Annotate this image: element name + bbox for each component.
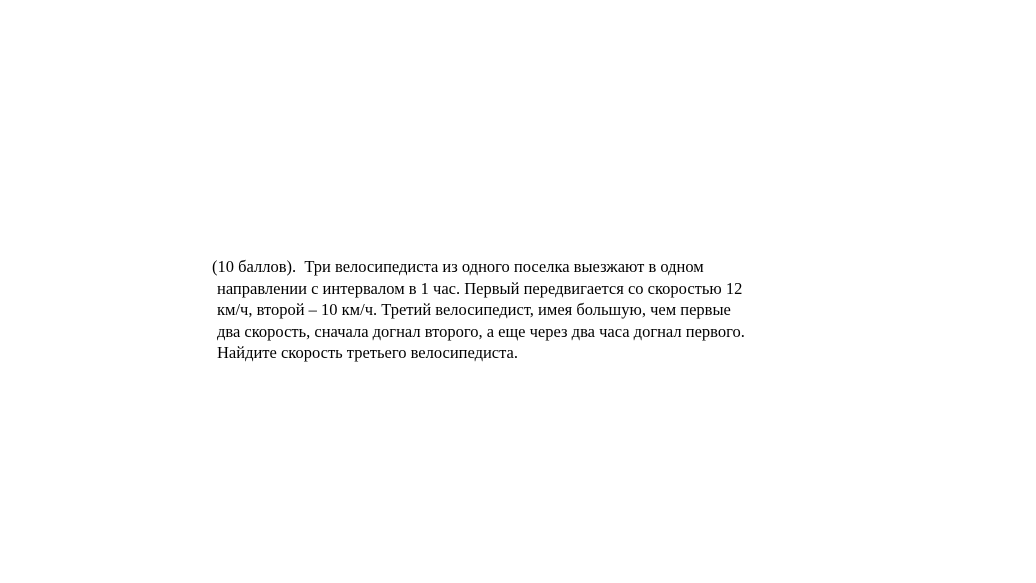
problem-line-4: два скорость, сначала догнал второго, а еще через два часа догнал первого. bbox=[217, 321, 745, 341]
problem-line-3: км/ч, второй – 10 км/ч. Третий велосипедист, имея большую, чем первые bbox=[217, 300, 731, 320]
problem-line-1: (10 баллов). Три велосипедиста из одного поселка выезжают в одном bbox=[212, 257, 704, 276]
problem-line-2: направлении с интервалом в 1 час. Первый передвигается со скоростью 12 bbox=[217, 278, 743, 298]
problem-text bbox=[212, 256, 832, 364]
problem-line-5: Найдите скорость третьего велосипедиста. bbox=[217, 343, 518, 363]
